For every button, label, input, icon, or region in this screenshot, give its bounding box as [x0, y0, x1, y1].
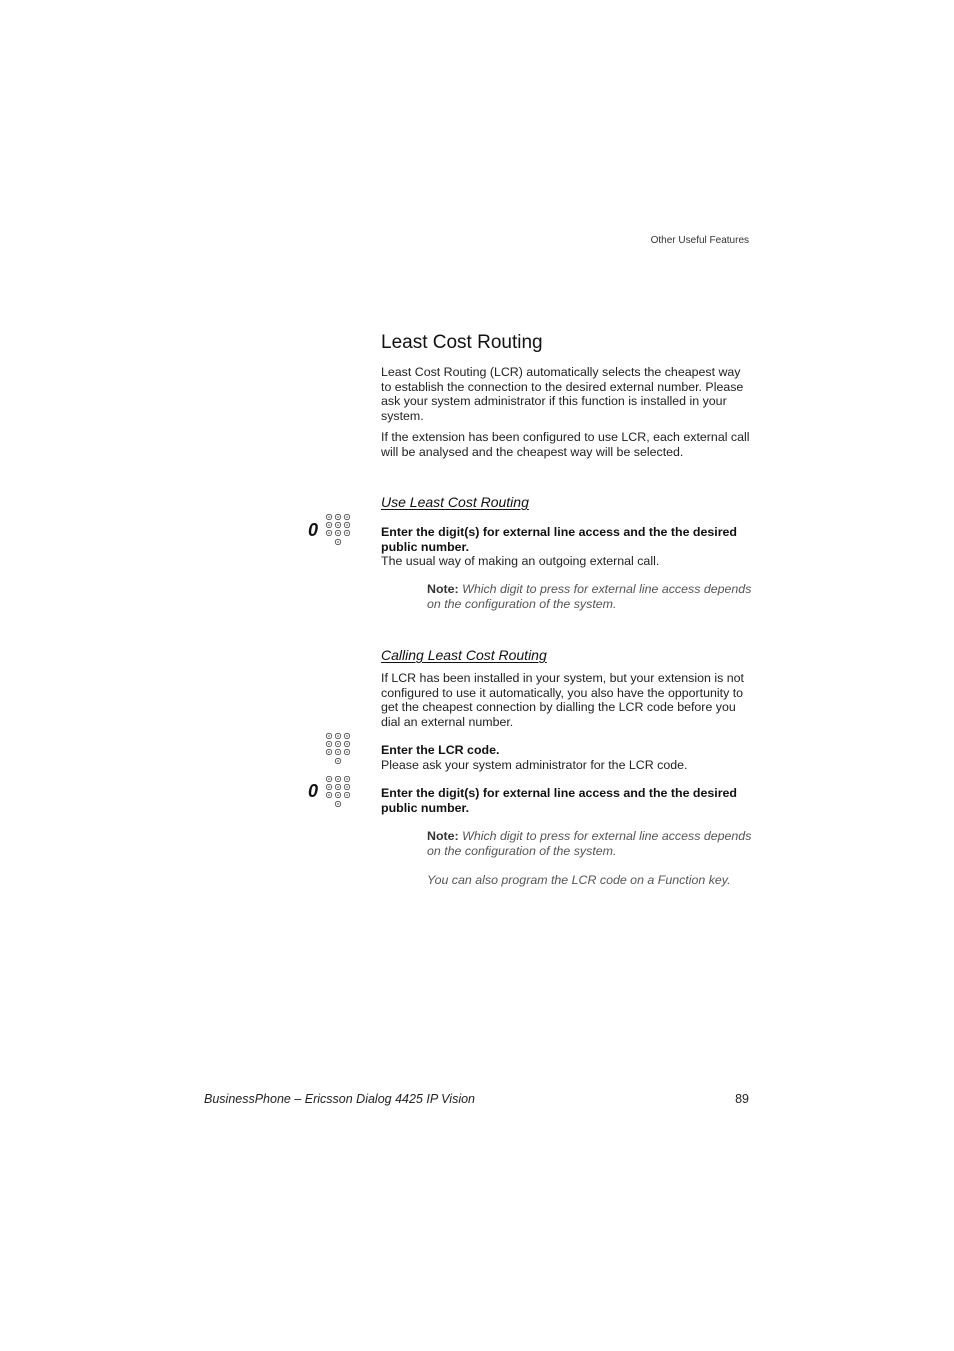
step-description: Please ask your system administrator for the LCR code. — [381, 757, 688, 772]
keypad-icon — [325, 775, 351, 811]
step-enter-digits — [381, 786, 753, 815]
step-description: The usual way of making an outgoing external call. — [381, 554, 660, 568]
footer-product-name: BusinessPhone – Ericsson Dialog 4425 IP Vision — [204, 1092, 475, 1106]
section-heading-use-lcr: Use Least Cost Routing — [381, 494, 529, 510]
page-number: 89 — [735, 1092, 749, 1106]
note-box — [427, 829, 757, 859]
calling-lcr-intro: If LCR has been installed in your system, but your extension is not configured to use it automatically, you also have the opportunity to get the cheapest connection by dialling the LCR code before you dial an external number. — [381, 671, 744, 729]
page-title: Least Cost Routing — [381, 332, 543, 353]
step-title: Enter the LCR code. — [381, 743, 500, 757]
keypad-icon — [325, 732, 351, 768]
note-text: Which digit to press for external line access depends on the configuration of the system. — [427, 829, 752, 858]
step-enter-digits — [381, 525, 753, 569]
note-label: Note: — [427, 829, 459, 843]
step-title: Enter the digit(s) for external line access and the the desired public number. — [381, 525, 737, 554]
extra-note: You can also program the LCR code on a Function key. — [427, 873, 731, 887]
step-title: Enter the digit(s) for external line access and the the desired public number. — [381, 786, 737, 815]
note-box — [427, 582, 757, 612]
keypad-icon — [325, 513, 351, 549]
intro-paragraph-1: Least Cost Routing (LCR) automatically selects the cheapest way to establish the connection to the desired external number. Please ask your system administrator if this function is installed in your system. — [381, 365, 744, 423]
note-text: Which digit to press for external line access depends on the configuration of the system. — [427, 582, 752, 611]
note-label: Note: — [427, 582, 459, 596]
section-heading-calling-lcr: Calling Least Cost Routing — [381, 647, 547, 663]
running-header: Other Useful Features — [650, 235, 749, 246]
digit-key-label: 0 — [308, 520, 319, 540]
intro-paragraph-2: If the extension has been configured to use LCR, each external call will be analysed and the cheapest way will be selected. — [381, 430, 750, 459]
digit-key-label: 0 — [308, 781, 319, 801]
step-enter-lcr-code — [381, 743, 753, 772]
